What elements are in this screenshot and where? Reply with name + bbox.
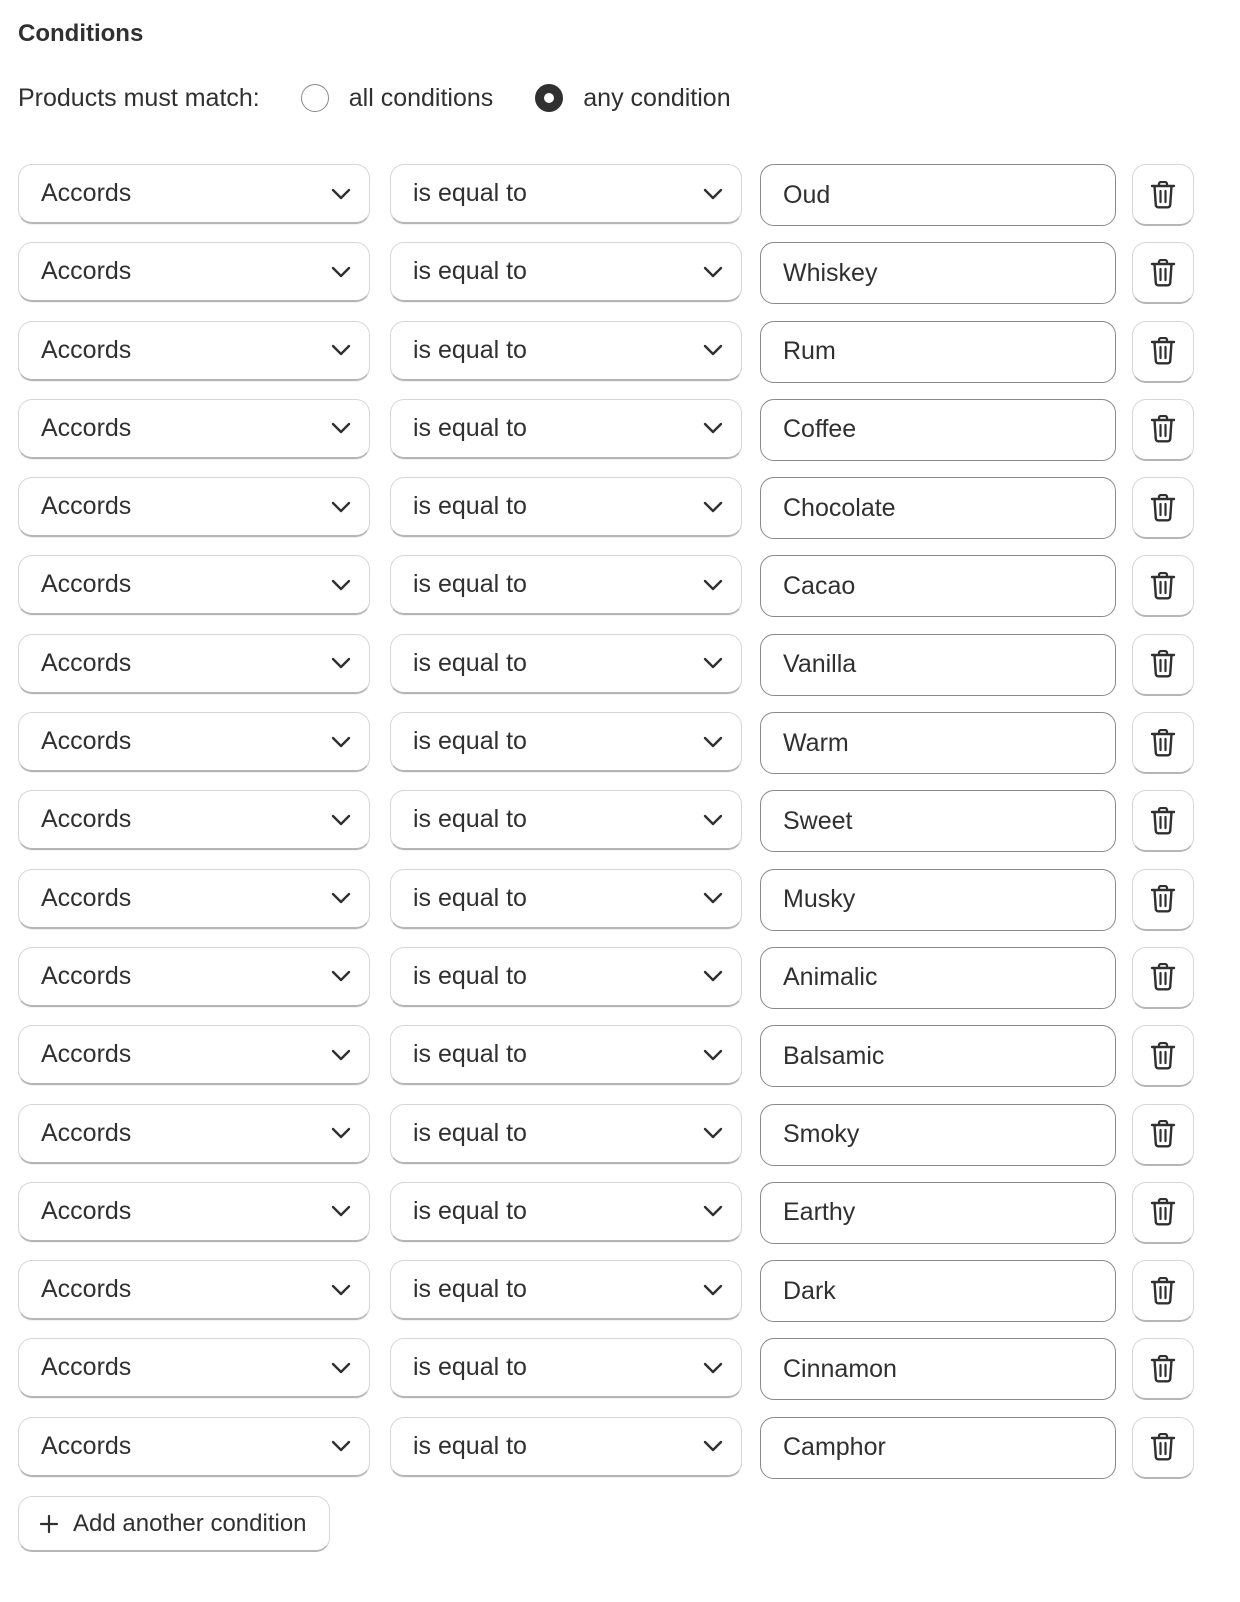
- trash-icon: [1150, 337, 1176, 365]
- property-select[interactable]: [18, 1417, 370, 1477]
- property-select[interactable]: [18, 1025, 370, 1085]
- operator-select[interactable]: [390, 1104, 742, 1164]
- condition-row: [18, 1104, 1194, 1168]
- property-select[interactable]: [18, 634, 370, 694]
- operator-select[interactable]: [390, 477, 742, 537]
- delete-condition-button[interactable]: [1132, 947, 1194, 1009]
- operator-select-value[interactable]: is equal to: [413, 648, 527, 677]
- chevron-down-icon: [331, 970, 351, 982]
- condition-row: [18, 242, 1194, 306]
- trash-icon: [1150, 650, 1176, 678]
- chevron-down-icon: [703, 1127, 723, 1139]
- condition-row: [18, 1025, 1194, 1089]
- operator-select[interactable]: [390, 555, 742, 615]
- operator-select[interactable]: [390, 1417, 742, 1477]
- property-select-value[interactable]: Accords: [41, 961, 132, 990]
- property-select[interactable]: [18, 1338, 370, 1398]
- operator-select-value[interactable]: is equal to: [413, 1275, 527, 1304]
- property-select-value[interactable]: Accords: [41, 1118, 132, 1147]
- property-select-value[interactable]: Accords: [41, 1353, 132, 1382]
- section-title: Conditions: [18, 20, 144, 47]
- chevron-down-icon: [703, 579, 723, 591]
- property-select[interactable]: [18, 1260, 370, 1320]
- chevron-down-icon: [331, 1284, 351, 1296]
- radio-any-condition[interactable]: [535, 84, 730, 113]
- property-select[interactable]: [18, 869, 370, 929]
- delete-condition-button[interactable]: [1132, 634, 1194, 696]
- delete-condition-button[interactable]: [1132, 790, 1194, 852]
- operator-select[interactable]: [390, 164, 742, 224]
- chevron-down-icon: [703, 1362, 723, 1374]
- trash-icon: [1150, 1042, 1176, 1070]
- chevron-down-icon: [703, 188, 723, 200]
- condition-row: [18, 399, 1194, 463]
- condition-value-input[interactable]: [760, 947, 1116, 1009]
- trash-icon: [1150, 572, 1176, 600]
- operator-select[interactable]: [390, 1338, 742, 1398]
- plus-icon: [39, 1514, 59, 1534]
- chevron-down-icon: [331, 736, 351, 748]
- trash-icon: [1150, 1120, 1176, 1148]
- condition-row: [18, 321, 1194, 385]
- property-select-value[interactable]: Accords: [41, 335, 132, 364]
- condition-row: [18, 1260, 1194, 1324]
- property-select-value[interactable]: Accords: [41, 805, 132, 834]
- chevron-down-icon: [331, 1049, 351, 1061]
- property-select[interactable]: [18, 790, 370, 850]
- condition-row: [18, 1338, 1194, 1402]
- delete-condition-button[interactable]: [1132, 164, 1194, 226]
- condition-row: [18, 634, 1194, 698]
- chevron-down-icon: [331, 579, 351, 591]
- operator-select[interactable]: [390, 634, 742, 694]
- operator-select-value[interactable]: is equal to: [413, 883, 527, 912]
- chevron-down-icon: [331, 814, 351, 826]
- operator-select[interactable]: [390, 242, 742, 302]
- condition-row: [18, 1182, 1194, 1246]
- condition-row: [18, 712, 1194, 776]
- condition-value-input[interactable]: [760, 1338, 1116, 1400]
- property-select[interactable]: [18, 164, 370, 224]
- condition-value-input[interactable]: [760, 634, 1116, 696]
- property-select-value[interactable]: Accords: [41, 1275, 132, 1304]
- property-select[interactable]: [18, 947, 370, 1007]
- property-select[interactable]: [18, 1104, 370, 1164]
- radio-all-conditions-label[interactable]: all conditions: [348, 83, 494, 112]
- chevron-down-icon: [331, 1362, 351, 1374]
- condition-value-input[interactable]: [760, 712, 1116, 774]
- chevron-down-icon: [703, 892, 723, 904]
- trash-icon: [1150, 1198, 1176, 1226]
- delete-condition-button[interactable]: [1132, 1025, 1194, 1087]
- operator-select-value[interactable]: is equal to: [413, 335, 527, 364]
- trash-icon: [1150, 181, 1176, 209]
- condition-value-input[interactable]: [760, 1182, 1116, 1244]
- property-select[interactable]: [18, 477, 370, 537]
- chevron-down-icon: [703, 657, 723, 669]
- operator-select[interactable]: [390, 947, 742, 1007]
- radio-any-condition-circle[interactable]: [535, 84, 563, 112]
- condition-value-input[interactable]: [760, 869, 1116, 931]
- condition-value-input[interactable]: [760, 1260, 1116, 1322]
- property-select-value[interactable]: Accords: [41, 257, 132, 286]
- condition-value-input[interactable]: [760, 164, 1116, 226]
- operator-select-value[interactable]: is equal to: [413, 961, 527, 990]
- condition-value-input[interactable]: [760, 242, 1116, 304]
- operator-select-value[interactable]: is equal to: [413, 805, 527, 834]
- delete-condition-button[interactable]: [1132, 477, 1194, 539]
- delete-condition-button[interactable]: [1132, 869, 1194, 931]
- conditions-list: [18, 164, 1194, 1495]
- property-select[interactable]: [18, 242, 370, 302]
- operator-select[interactable]: [390, 712, 742, 772]
- property-select-value[interactable]: Accords: [41, 727, 132, 756]
- delete-condition-button[interactable]: [1132, 1338, 1194, 1400]
- operator-select-value[interactable]: is equal to: [413, 1353, 527, 1382]
- operator-select-value[interactable]: is equal to: [413, 492, 527, 521]
- chevron-down-icon: [331, 501, 351, 513]
- chevron-down-icon: [331, 188, 351, 200]
- operator-select[interactable]: [390, 1182, 742, 1242]
- match-mode-group: [18, 78, 773, 118]
- operator-select[interactable]: [390, 790, 742, 850]
- operator-select-value[interactable]: is equal to: [413, 1196, 527, 1225]
- property-select-value[interactable]: Accords: [41, 1040, 132, 1069]
- property-select-value[interactable]: Accords: [41, 648, 132, 677]
- chevron-down-icon: [703, 970, 723, 982]
- chevron-down-icon: [331, 344, 351, 356]
- radio-all-conditions-circle[interactable]: [301, 84, 329, 112]
- chevron-down-icon: [703, 814, 723, 826]
- condition-row: [18, 164, 1194, 228]
- operator-select-value[interactable]: is equal to: [413, 1431, 527, 1460]
- chevron-down-icon: [703, 344, 723, 356]
- operator-select[interactable]: [390, 869, 742, 929]
- delete-condition-button[interactable]: [1132, 712, 1194, 774]
- chevron-down-icon: [331, 422, 351, 434]
- property-select-value[interactable]: Accords: [41, 413, 132, 442]
- property-select[interactable]: [18, 555, 370, 615]
- condition-value-input[interactable]: [760, 399, 1116, 461]
- chevron-down-icon: [703, 1440, 723, 1452]
- condition-row: [18, 1417, 1194, 1481]
- condition-row: [18, 555, 1194, 619]
- delete-condition-button[interactable]: [1132, 1182, 1194, 1244]
- chevron-down-icon: [703, 1205, 723, 1217]
- operator-select-value[interactable]: is equal to: [413, 1040, 527, 1069]
- trash-icon: [1150, 259, 1176, 287]
- condition-value-input[interactable]: [760, 790, 1116, 852]
- operator-select[interactable]: [390, 399, 742, 459]
- delete-condition-button[interactable]: [1132, 555, 1194, 617]
- condition-value-input[interactable]: [760, 1025, 1116, 1087]
- chevron-down-icon: [703, 1284, 723, 1296]
- condition-row: [18, 869, 1194, 933]
- chevron-down-icon: [331, 266, 351, 278]
- chevron-down-icon: [331, 1205, 351, 1217]
- property-select-value[interactable]: Accords: [41, 883, 132, 912]
- trash-icon: [1150, 807, 1176, 835]
- operator-select-value[interactable]: is equal to: [413, 413, 527, 442]
- trash-icon: [1150, 1433, 1176, 1461]
- property-select-value[interactable]: Accords: [41, 492, 132, 521]
- add-condition-button[interactable]: [18, 1496, 330, 1552]
- operator-select-value[interactable]: is equal to: [413, 257, 527, 286]
- chevron-down-icon: [703, 1049, 723, 1061]
- property-select-value[interactable]: Accords: [41, 1431, 132, 1460]
- condition-row: [18, 790, 1194, 854]
- delete-condition-button[interactable]: [1132, 242, 1194, 304]
- property-select[interactable]: [18, 712, 370, 772]
- match-mode-label: Products must match:: [18, 83, 260, 112]
- condition-row: [18, 477, 1194, 541]
- chevron-down-icon: [703, 422, 723, 434]
- condition-value-input[interactable]: [760, 555, 1116, 617]
- property-select-value[interactable]: Accords: [41, 179, 132, 207]
- operator-select-value[interactable]: is equal to: [413, 570, 527, 599]
- condition-value-input[interactable]: [760, 477, 1116, 539]
- condition-value-input[interactable]: [760, 321, 1116, 383]
- trash-icon: [1150, 494, 1176, 522]
- property-select[interactable]: [18, 321, 370, 381]
- condition-value-input[interactable]: [760, 1417, 1116, 1479]
- property-select-value[interactable]: Accords: [41, 1196, 132, 1225]
- property-select[interactable]: [18, 1182, 370, 1242]
- condition-row: [18, 947, 1194, 1011]
- delete-condition-button[interactable]: [1132, 1104, 1194, 1166]
- add-condition-label[interactable]: Add another condition: [73, 1509, 307, 1537]
- chevron-down-icon: [703, 736, 723, 748]
- trash-icon: [1150, 1277, 1176, 1305]
- operator-select[interactable]: [390, 321, 742, 381]
- property-select-value[interactable]: Accords: [41, 570, 132, 599]
- chevron-down-icon: [331, 657, 351, 669]
- condition-value-input[interactable]: [760, 1104, 1116, 1166]
- trash-icon: [1150, 885, 1176, 913]
- delete-condition-button[interactable]: [1132, 1260, 1194, 1322]
- radio-any-condition-label[interactable]: any condition: [583, 83, 731, 112]
- trash-icon: [1150, 1355, 1176, 1383]
- operator-select-value[interactable]: is equal to: [413, 1118, 527, 1147]
- radio-all-conditions[interactable]: [301, 84, 494, 113]
- chevron-down-icon: [703, 501, 723, 513]
- delete-condition-button[interactable]: [1132, 399, 1194, 461]
- operator-select-value[interactable]: is equal to: [413, 727, 527, 756]
- chevron-down-icon: [703, 266, 723, 278]
- operator-select-value[interactable]: is equal to: [413, 179, 527, 207]
- property-select[interactable]: [18, 399, 370, 459]
- trash-icon: [1150, 729, 1176, 757]
- delete-condition-button[interactable]: [1132, 321, 1194, 383]
- delete-condition-button[interactable]: [1132, 1417, 1194, 1479]
- trash-icon: [1150, 963, 1176, 991]
- operator-select[interactable]: [390, 1260, 742, 1320]
- trash-icon: [1150, 415, 1176, 443]
- operator-select[interactable]: [390, 1025, 742, 1085]
- chevron-down-icon: [331, 892, 351, 904]
- chevron-down-icon: [331, 1440, 351, 1452]
- chevron-down-icon: [331, 1127, 351, 1139]
